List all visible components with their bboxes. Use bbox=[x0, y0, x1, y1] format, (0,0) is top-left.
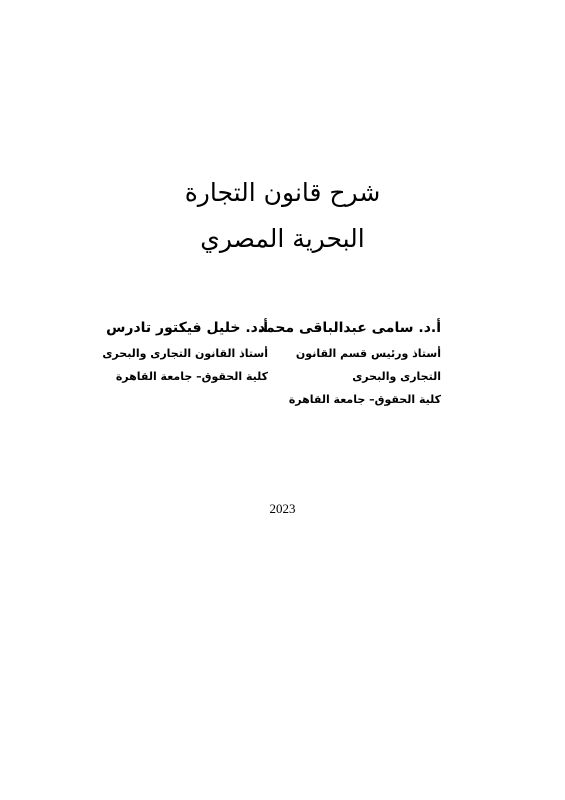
author-department: التجارى والبحرى bbox=[352, 370, 441, 383]
author-affiliation: كلية الحقوق– جامعة القاهرة bbox=[115, 370, 268, 383]
publication-year: 2023 bbox=[269, 501, 296, 516]
author-block-2 bbox=[98, 318, 268, 388]
author-affiliation: كلية الحقوق– جامعة القاهرة bbox=[288, 393, 441, 406]
author-position: أستاذ القانون التجارى والبحرى bbox=[102, 347, 268, 360]
author-name: أ.د. خليل فيكتور تادرس bbox=[106, 320, 268, 336]
book-title-line-2: البحرية المصري bbox=[200, 224, 365, 253]
author-position: أستاذ ورئيس قسم القانون bbox=[295, 347, 441, 360]
book-title-line-1: شرح قانون التجارة bbox=[184, 178, 381, 207]
author-block-1 bbox=[257, 318, 441, 411]
author-name: أ.د. سامى عبدالباقى محمد bbox=[257, 320, 441, 336]
